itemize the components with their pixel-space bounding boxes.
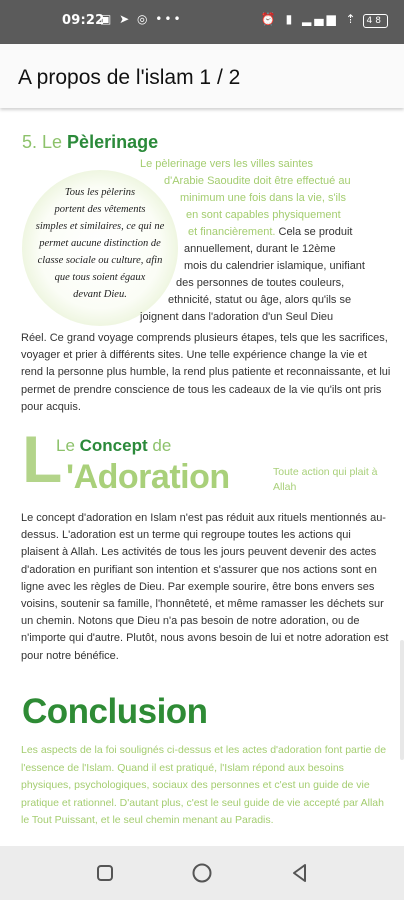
page-title: A propos de l'islam 1 / 2: [18, 66, 241, 89]
adoration-paragraph: Le concept d'adoration en Islam n'est pas réduit aux rituels mentionnés au-dessus. L'adoration est un terme qui regroupe toutes les actions qui plaisent à Allah. Les activités de tous les jours peuvent devenir des actes d'adoration en purifiant son intention et s'assurer que nos actions sont en ligne avec les règles de Dieu. Par exemple sourire, être bons envers ses voisins, soutenir sa famille, l'honnêteté, et même ramasser les déchets sur un chemin. Notons que Dieu n'a pas besoin de notre adoration, ou de n'importe qui d'autre. Plutôt, nous avons besoin de lui et notre adoration est pour notre bénéfice.: [21, 512, 389, 662]
intro-line: minimum une fois dans la vie, s'ils: [180, 192, 346, 204]
circle-icon: [189, 860, 215, 886]
section-heading-conclusion: Conclusion: [22, 692, 208, 731]
quote-line: que tous soient égaux: [54, 272, 146, 283]
quote-line: devant Dieu.: [73, 289, 127, 300]
decorative-initial: L: [22, 422, 63, 496]
body-line: joignent dans l'adoration d'un Seul Dieu: [140, 311, 334, 323]
intro-line: d'Arabie Saoudite doit être effectué au: [164, 175, 351, 187]
intro-line: en sont capables physiquement: [186, 209, 341, 221]
quote-line: permet aucune distinction de: [39, 238, 161, 249]
battery-icon: 48: [363, 14, 388, 28]
body-line: Cela se produit: [278, 226, 353, 238]
intro-end: et financièrement.: [188, 226, 276, 238]
status-bar: [0, 0, 404, 44]
notification-icons: ▣ ➤ ◎ •••: [100, 12, 183, 26]
app-bar: [0, 44, 404, 108]
pilgrimage-intro: [140, 156, 390, 326]
adoration-note: Toute action qui plait à Allah: [273, 466, 378, 493]
body-line: mois du calendrier islamique, unifiant: [184, 260, 365, 272]
quote-line: classe sociale ou culture, afin: [37, 255, 163, 266]
square-icon: [92, 860, 118, 886]
heading-prefix: Le: [56, 436, 80, 455]
system-glyphs: ⏰ ▮ ▂▄▆ ⇡: [260, 12, 359, 26]
pilgrimage-paragraph: Réel. Ce grand voyage comprends plusieurs étapes, tels que les sacrifices, voyager et prier à différents sites. Une telle expérience change la vie et rend la personne plus humble, la rend plus patiente et reconnaissante, et lui permet de prendre conscience de tous les cadeaux de la vie qu'ils ont pris pour acquis.: [21, 332, 391, 413]
body-line: annuellement, durant le 12ème: [184, 243, 336, 255]
edge-panel-handle[interactable]: [400, 640, 404, 760]
heading-prefix: 5. Le: [22, 132, 68, 152]
conclusion-paragraph: Les aspects de la foi soulignés ci-dessus et les actes d'adoration font partie de l'essence de l'Islam. Quand il est pratiqué, l'Islam répond aux besoins physiques, psychologiques, sociaux des personnes et c'est un guide de vie pratique et rationnel. D'autant plus, c'est le seul guide de vie accepté par Allah le Tout Puissant, et le seul chemin menant au Paradis.: [21, 744, 387, 826]
heading-bold: Concept: [79, 436, 148, 455]
clock: 09:22: [62, 13, 105, 28]
system-icons: [261, 12, 388, 28]
heading-suffix: de: [147, 436, 172, 455]
body-line: ethnicité, statut ou âge, alors qu'ils se: [168, 294, 352, 306]
intro-line: Le pèlerinage vers les villes saintes: [140, 158, 314, 170]
article-content[interactable]: [0, 112, 404, 846]
back-button[interactable]: [287, 860, 313, 886]
home-button[interactable]: [189, 860, 215, 886]
back-triangle-icon: [287, 860, 313, 886]
section-heading-concept: [56, 436, 171, 456]
recent-apps-button[interactable]: [92, 860, 118, 886]
navigation-bar: [0, 846, 404, 900]
body-line: des personnes de toutes couleurs,: [176, 277, 345, 289]
quote-line: simples et similaires, ce qui ne: [35, 221, 165, 232]
quote-line: Tous les pèlerins: [64, 187, 136, 198]
quote-line: portent des vêtements: [54, 204, 146, 215]
heading-bold: Pèlerinage: [67, 132, 159, 152]
section-heading-pilgrimage: [22, 132, 158, 153]
section-heading-adoration: 'Adoration: [66, 458, 230, 496]
